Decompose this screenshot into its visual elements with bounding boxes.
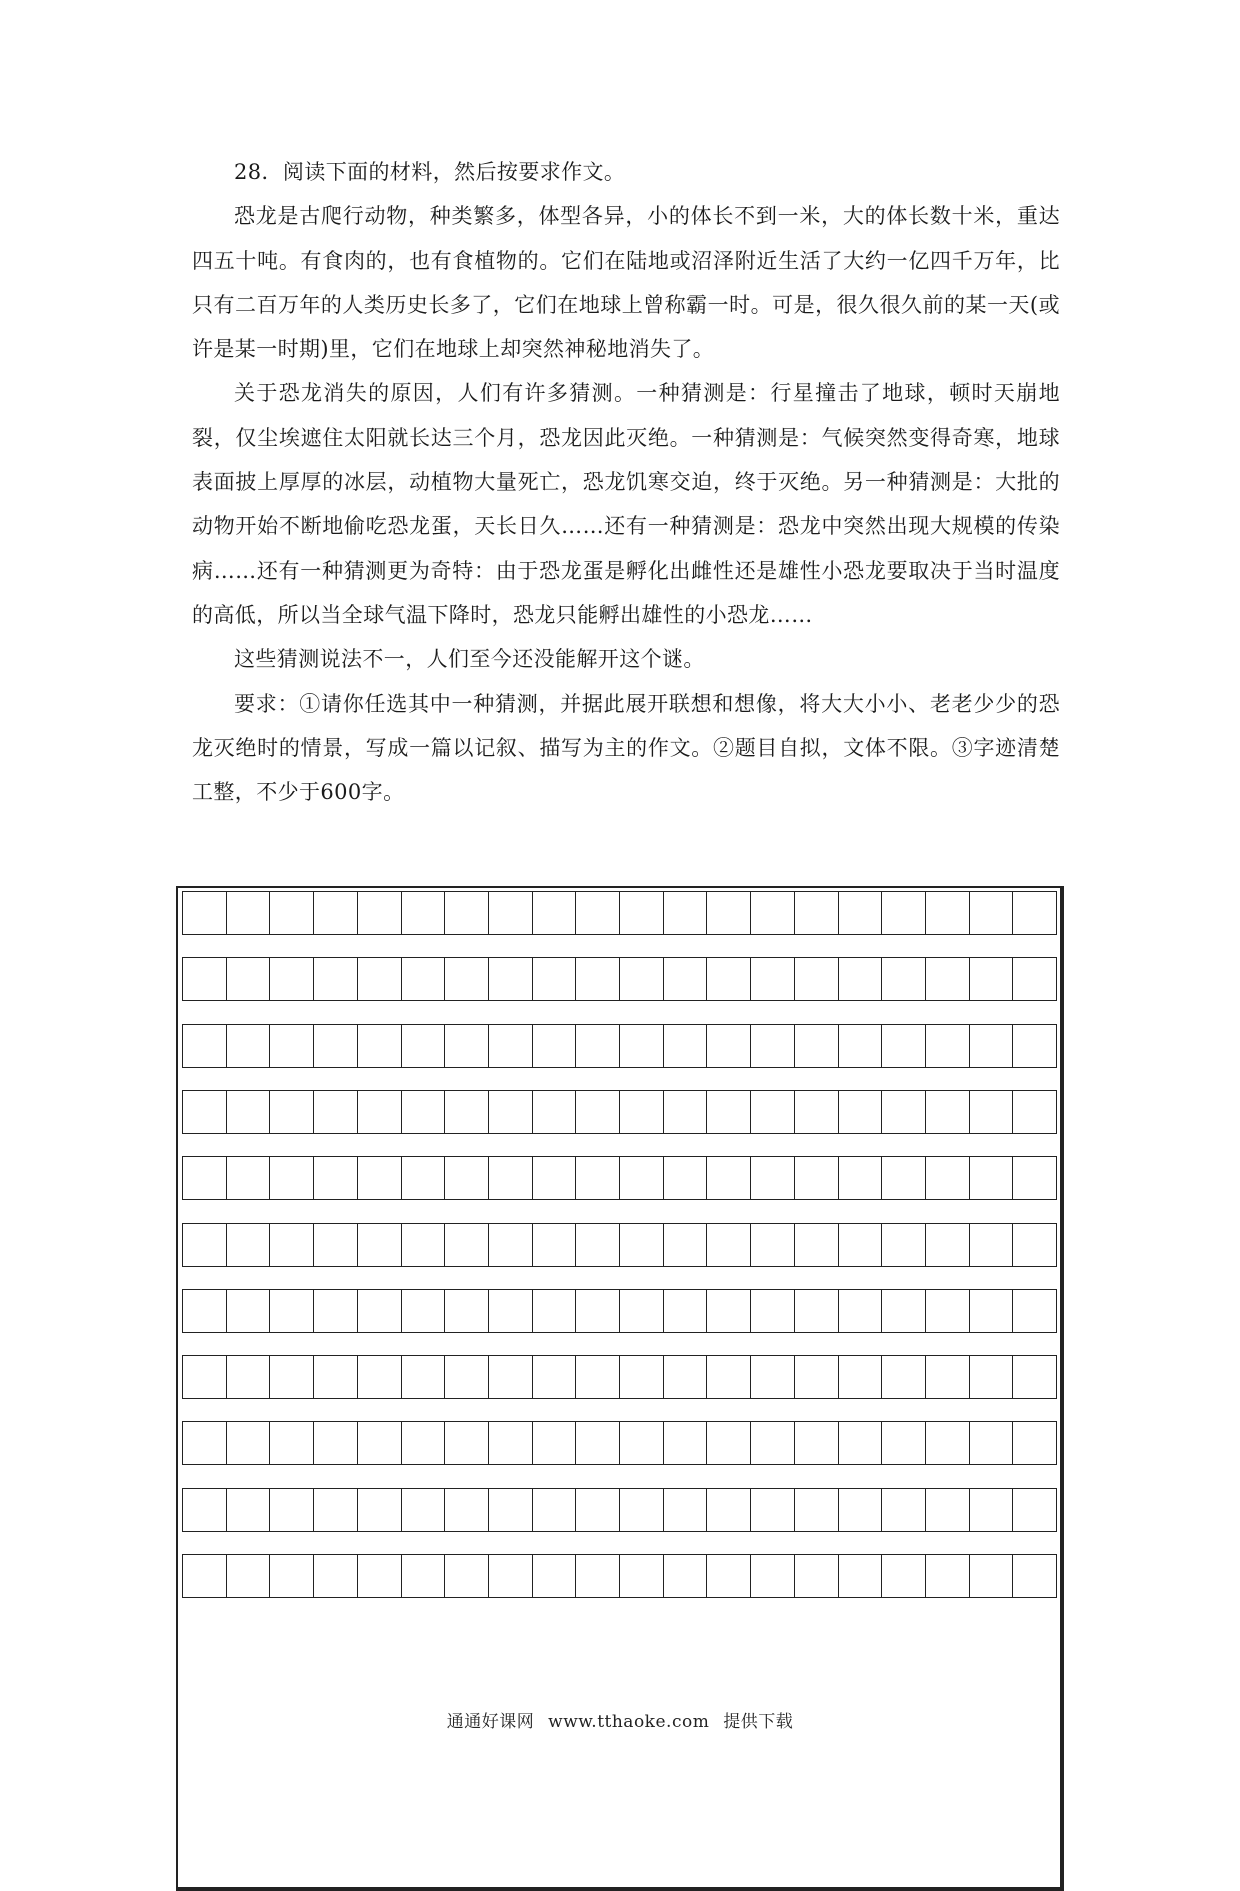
grid-cell[interactable] [838,1156,882,1200]
grid-cell[interactable] [313,957,357,1001]
grid-cell[interactable] [226,957,270,1001]
grid-cell[interactable] [575,1554,619,1598]
grid-cell[interactable] [1012,1488,1057,1532]
grid-cell[interactable] [706,1223,750,1267]
grid-cell[interactable] [357,1156,401,1200]
grid-cell[interactable] [750,1421,794,1465]
grid-cell[interactable] [357,1355,401,1399]
grid-cell[interactable] [619,1355,663,1399]
grid-cell[interactable] [838,1554,882,1598]
grid-cell[interactable] [794,1156,838,1200]
grid-cell[interactable] [226,1024,270,1068]
grid-cell[interactable] [444,1554,488,1598]
grid-row [182,957,1057,1001]
grid-cell[interactable] [226,1554,270,1598]
grid-cell[interactable] [969,1090,1013,1134]
grid-cell[interactable] [357,1223,401,1267]
grid-cell[interactable] [488,891,532,935]
grid-cell[interactable] [357,1554,401,1598]
grid-cell[interactable] [794,1554,838,1598]
grid-cell[interactable] [925,1554,969,1598]
grid-cell[interactable] [401,1421,445,1465]
grid-cell[interactable] [706,1554,750,1598]
grid-cell[interactable] [969,891,1013,935]
grid-cell[interactable] [357,1289,401,1333]
grid-cell[interactable] [969,1289,1013,1333]
grid-cell[interactable] [750,1488,794,1532]
grid-cell[interactable] [663,1488,707,1532]
grid-cell[interactable] [969,957,1013,1001]
grid-cell[interactable] [313,1024,357,1068]
grid-cell[interactable] [575,1488,619,1532]
grid-cell[interactable] [706,1090,750,1134]
grid-cell[interactable] [313,1488,357,1532]
grid-cell[interactable] [794,1421,838,1465]
grid-cell[interactable] [969,1421,1013,1465]
grid-cell[interactable] [269,1223,313,1267]
grid-cell[interactable] [226,1488,270,1532]
grid-cell[interactable] [750,891,794,935]
grid-cell[interactable] [488,1090,532,1134]
grid-row [182,891,1057,935]
grid-cell[interactable] [619,891,663,935]
grid-cell[interactable] [969,1024,1013,1068]
grid-cell[interactable] [575,957,619,1001]
grid-cell[interactable] [881,1355,925,1399]
grid-cell[interactable] [881,957,925,1001]
grid-cell[interactable] [969,1355,1013,1399]
grid-cell[interactable] [182,1156,226,1200]
grid-cell[interactable] [619,957,663,1001]
grid-cell[interactable] [794,1024,838,1068]
grid-cell[interactable] [838,1223,882,1267]
grid-cell[interactable] [794,1223,838,1267]
grid-cell[interactable] [269,1156,313,1200]
grid-cell[interactable] [357,1090,401,1134]
grid-cell[interactable] [663,1223,707,1267]
grid-row [182,1090,1057,1134]
grid-cell[interactable] [706,1024,750,1068]
grid-cell[interactable] [663,1554,707,1598]
grid-cell[interactable] [444,1156,488,1200]
grid-cell[interactable] [313,1421,357,1465]
grid-cell[interactable] [750,957,794,1001]
grid-cell[interactable] [750,1289,794,1333]
grid-cell[interactable] [969,1156,1013,1200]
grid-cell[interactable] [401,1024,445,1068]
grid-cell[interactable] [925,1024,969,1068]
grid-cell[interactable] [444,957,488,1001]
grid-cell[interactable] [1012,957,1057,1001]
grid-cell[interactable] [619,1090,663,1134]
grid-row [182,1488,1057,1532]
grid-cell[interactable] [750,1156,794,1200]
grid-cell[interactable] [794,1090,838,1134]
grid-cell[interactable] [838,1421,882,1465]
grid-cell[interactable] [881,1421,925,1465]
grid-cell[interactable] [488,1488,532,1532]
grid-cell[interactable] [925,1488,969,1532]
grid-cell[interactable] [1012,1156,1057,1200]
grid-cell[interactable] [488,1554,532,1598]
grid-cell[interactable] [925,957,969,1001]
grid-cell[interactable] [357,1421,401,1465]
material-paragraph-3: 这些猜测说法不一，人们至今还没能解开这个谜。 [234,647,705,672]
grid-cell[interactable] [838,1090,882,1134]
grid-cell[interactable] [881,1223,925,1267]
grid-cell[interactable] [269,1554,313,1598]
grid-cell[interactable] [925,1421,969,1465]
grid-cell[interactable] [401,1156,445,1200]
grid-cell[interactable] [575,1223,619,1267]
grid-cell[interactable] [226,1355,270,1399]
grid-cell[interactable] [532,1289,576,1333]
grid-cell[interactable] [1012,1223,1057,1267]
grid-cell[interactable] [532,891,576,935]
grid-cell[interactable] [488,1024,532,1068]
grid-cell[interactable] [1012,1289,1057,1333]
grid-row [182,1289,1057,1333]
footer-download-text: 提供下载 [723,1712,794,1732]
grid-cell[interactable] [575,1355,619,1399]
grid-cell[interactable] [619,1223,663,1267]
grid-cell[interactable] [488,1355,532,1399]
grid-cell[interactable] [401,1554,445,1598]
grid-cell[interactable] [182,1421,226,1465]
grid-cell[interactable] [838,1355,882,1399]
grid-row [182,1355,1057,1399]
grid-cell[interactable] [532,957,576,1001]
grid-cell[interactable] [532,1421,576,1465]
grid-cell[interactable] [488,1421,532,1465]
grid-cell[interactable] [663,1090,707,1134]
grid-cell[interactable] [269,891,313,935]
grid-cell[interactable] [881,1554,925,1598]
grid-cell[interactable] [313,1289,357,1333]
grid-cell[interactable] [706,1421,750,1465]
grid-cell[interactable] [663,1156,707,1200]
grid-cell[interactable] [269,1355,313,1399]
grid-cell[interactable] [269,1488,313,1532]
grid-cell[interactable] [532,1156,576,1200]
grid-cell[interactable] [444,891,488,935]
grid-cell[interactable] [838,891,882,935]
grid-cell[interactable] [663,891,707,935]
grid-cell[interactable] [706,1488,750,1532]
grid-cell[interactable] [838,1289,882,1333]
grid-cell[interactable] [706,1289,750,1333]
grid-cell[interactable] [444,1024,488,1068]
grid-cell[interactable] [1012,1024,1057,1068]
grid-cell[interactable] [182,1090,226,1134]
grid-cell[interactable] [619,1554,663,1598]
grid-cell[interactable] [532,1090,576,1134]
grid-cell[interactable] [969,1554,1013,1598]
grid-cell[interactable] [182,1289,226,1333]
grid-cell[interactable] [925,1090,969,1134]
grid-cell[interactable] [1012,1355,1057,1399]
grid-cell[interactable] [881,1156,925,1200]
material-paragraph-2: 关于恐龙消失的原因，人们有许多猜测。一种猜测是：行星撞击了地球，顿时天崩地裂，仅尘埃遮住太阳就长达三个月，恐龙因此灭绝。一种猜测是：气候突然变得奇寒，地球表面披上厚厚的冰层，动植物大量死亡，恐龙饥寒交迫，终于灭绝。另一种猜测是：大批的动物开始不断地偷吃恐龙蛋，天长日久……还有一种猜测是：恐龙中突然出现大规模的传染病……还有一种猜测更为奇特：由于恐龙蛋是孵化出雌性还是雄性小恐龙要取决于当时温度的高低，所以当全球气温下降时，恐龙只能孵出雄性的小恐龙…… [192,381,1060,627]
grid-cell[interactable] [532,1554,576,1598]
grid-cell[interactable] [532,1355,576,1399]
grid-cell[interactable] [925,1223,969,1267]
grid-row [182,1156,1057,1200]
grid-cell[interactable] [226,1421,270,1465]
grid-cell[interactable] [663,1355,707,1399]
grid-cell[interactable] [1012,1090,1057,1134]
grid-cell[interactable] [881,1289,925,1333]
grid-cell[interactable] [401,1223,445,1267]
footer-brand: 通通好课网 [446,1712,535,1732]
grid-cell[interactable] [881,1488,925,1532]
grid-cell[interactable] [1012,1554,1057,1598]
grid-cell[interactable] [269,1289,313,1333]
grid-cell[interactable] [182,891,226,935]
grid-cell[interactable] [750,1223,794,1267]
grid-cell[interactable] [838,1488,882,1532]
grid-cell[interactable] [750,1355,794,1399]
grid-cell[interactable] [619,1421,663,1465]
material-paragraph-1: 恐龙是古爬行动物，种类繁多，体型各异，小的体长不到一米，大的体长数十米，重达四五十吨。有食肉的，也有食植物的。它们在陆地或沼泽附近生活了大约一亿四千万年，比只有二百万年的人类历史长多了，它们在地球上曾称霸一时。可是，很久很久前的某一天(或许是某一时期)里，它们在地球上却突然神秘地消失了。 [192,204,1060,362]
grid-cell[interactable] [488,1289,532,1333]
grid-cell[interactable] [794,1488,838,1532]
grid-cell[interactable] [226,1289,270,1333]
question-text [192,150,1060,814]
grid-cell[interactable] [444,1090,488,1134]
grid-cell[interactable] [488,957,532,1001]
grid-cell[interactable] [182,1488,226,1532]
grid-cell[interactable] [444,1488,488,1532]
grid-cell[interactable] [313,891,357,935]
grid-cell[interactable] [1012,891,1057,935]
grid-cell[interactable] [794,891,838,935]
grid-cell[interactable] [269,1024,313,1068]
grid-cell[interactable] [226,891,270,935]
grid-cell[interactable] [575,1024,619,1068]
grid-cell[interactable] [663,1289,707,1333]
grid-cell[interactable] [444,1289,488,1333]
question-heading: 28．阅读下面的材料，然后按要求作文。 [234,160,626,184]
grid-cell[interactable] [444,1421,488,1465]
grid-cell[interactable] [575,1156,619,1200]
grid-cell[interactable] [969,1488,1013,1532]
grid-cell[interactable] [575,891,619,935]
grid-cell[interactable] [663,957,707,1001]
grid-cell[interactable] [1012,1421,1057,1465]
grid-cell[interactable] [663,1421,707,1465]
grid-cell[interactable] [794,957,838,1001]
writing-requirement: 要求：①请你任选其中一种猜测，并据此展开联想和想像，将大大小小、老老少少的恐龙灭绝时的情景，写成一篇以记叙、描写为主的作文。②题目自拟，文体不限。③字迹清楚工整，不少于600字。 [192,691,1060,805]
grid-cell[interactable] [401,1488,445,1532]
grid-cell[interactable] [269,1421,313,1465]
grid-cell[interactable] [706,1156,750,1200]
grid-cell[interactable] [182,1024,226,1068]
grid-cell[interactable] [969,1223,1013,1267]
grid-cell[interactable] [619,1488,663,1532]
grid-cell[interactable] [313,1156,357,1200]
grid-cell[interactable] [575,1289,619,1333]
grid-cell[interactable] [838,957,882,1001]
grid-row [182,1554,1057,1598]
grid-cell[interactable] [488,1156,532,1200]
grid-cell[interactable] [750,1554,794,1598]
grid-cell[interactable] [925,1289,969,1333]
answer-grid-inner [182,891,1057,1884]
grid-cell[interactable] [881,891,925,935]
grid-cell[interactable] [401,1355,445,1399]
grid-cell[interactable] [226,1223,270,1267]
grid-cell[interactable] [575,1421,619,1465]
grid-cell[interactable] [794,1355,838,1399]
grid-cell[interactable] [444,1355,488,1399]
grid-cell[interactable] [794,1289,838,1333]
grid-cell[interactable] [619,1024,663,1068]
grid-cell[interactable] [401,1289,445,1333]
grid-cell[interactable] [881,1024,925,1068]
grid-cell[interactable] [444,1223,488,1267]
grid-cell[interactable] [532,1488,576,1532]
grid-row [182,1223,1057,1267]
grid-cell[interactable] [313,1090,357,1134]
grid-cell[interactable] [226,1156,270,1200]
grid-cell[interactable] [269,1090,313,1134]
grid-cell[interactable] [313,1554,357,1598]
grid-cell[interactable] [488,1223,532,1267]
grid-cell[interactable] [881,1090,925,1134]
grid-cell[interactable] [838,1024,882,1068]
grid-cell[interactable] [313,1223,357,1267]
grid-cell[interactable] [925,1156,969,1200]
grid-row [182,1024,1057,1068]
grid-cell[interactable] [182,1355,226,1399]
footer-site-link[interactable]: www.tthaoke.com [548,1712,710,1732]
grid-cell[interactable] [706,891,750,935]
grid-cell[interactable] [357,1488,401,1532]
grid-cell[interactable] [269,957,313,1001]
grid-cell[interactable] [357,1024,401,1068]
grid-cell[interactable] [750,1024,794,1068]
grid-cell[interactable] [532,1024,576,1068]
grid-cell[interactable] [182,957,226,1001]
grid-cell[interactable] [619,1289,663,1333]
page-footer [0,1707,1240,1732]
grid-cell[interactable] [182,1223,226,1267]
grid-cell[interactable] [619,1156,663,1200]
grid-cell[interactable] [706,957,750,1001]
grid-cell[interactable] [357,891,401,935]
grid-cell[interactable] [706,1355,750,1399]
grid-cell[interactable] [575,1090,619,1134]
grid-cell[interactable] [750,1090,794,1134]
grid-cell[interactable] [663,1024,707,1068]
grid-cell[interactable] [401,891,445,935]
grid-row [182,1421,1057,1465]
answer-grid [176,886,1064,1891]
grid-cell[interactable] [401,957,445,1001]
grid-cell[interactable] [532,1223,576,1267]
grid-cell[interactable] [313,1355,357,1399]
grid-cell[interactable] [357,957,401,1001]
grid-cell[interactable] [226,1090,270,1134]
grid-cell[interactable] [182,1554,226,1598]
grid-cell[interactable] [401,1090,445,1134]
grid-cell[interactable] [925,891,969,935]
grid-cell[interactable] [925,1355,969,1399]
